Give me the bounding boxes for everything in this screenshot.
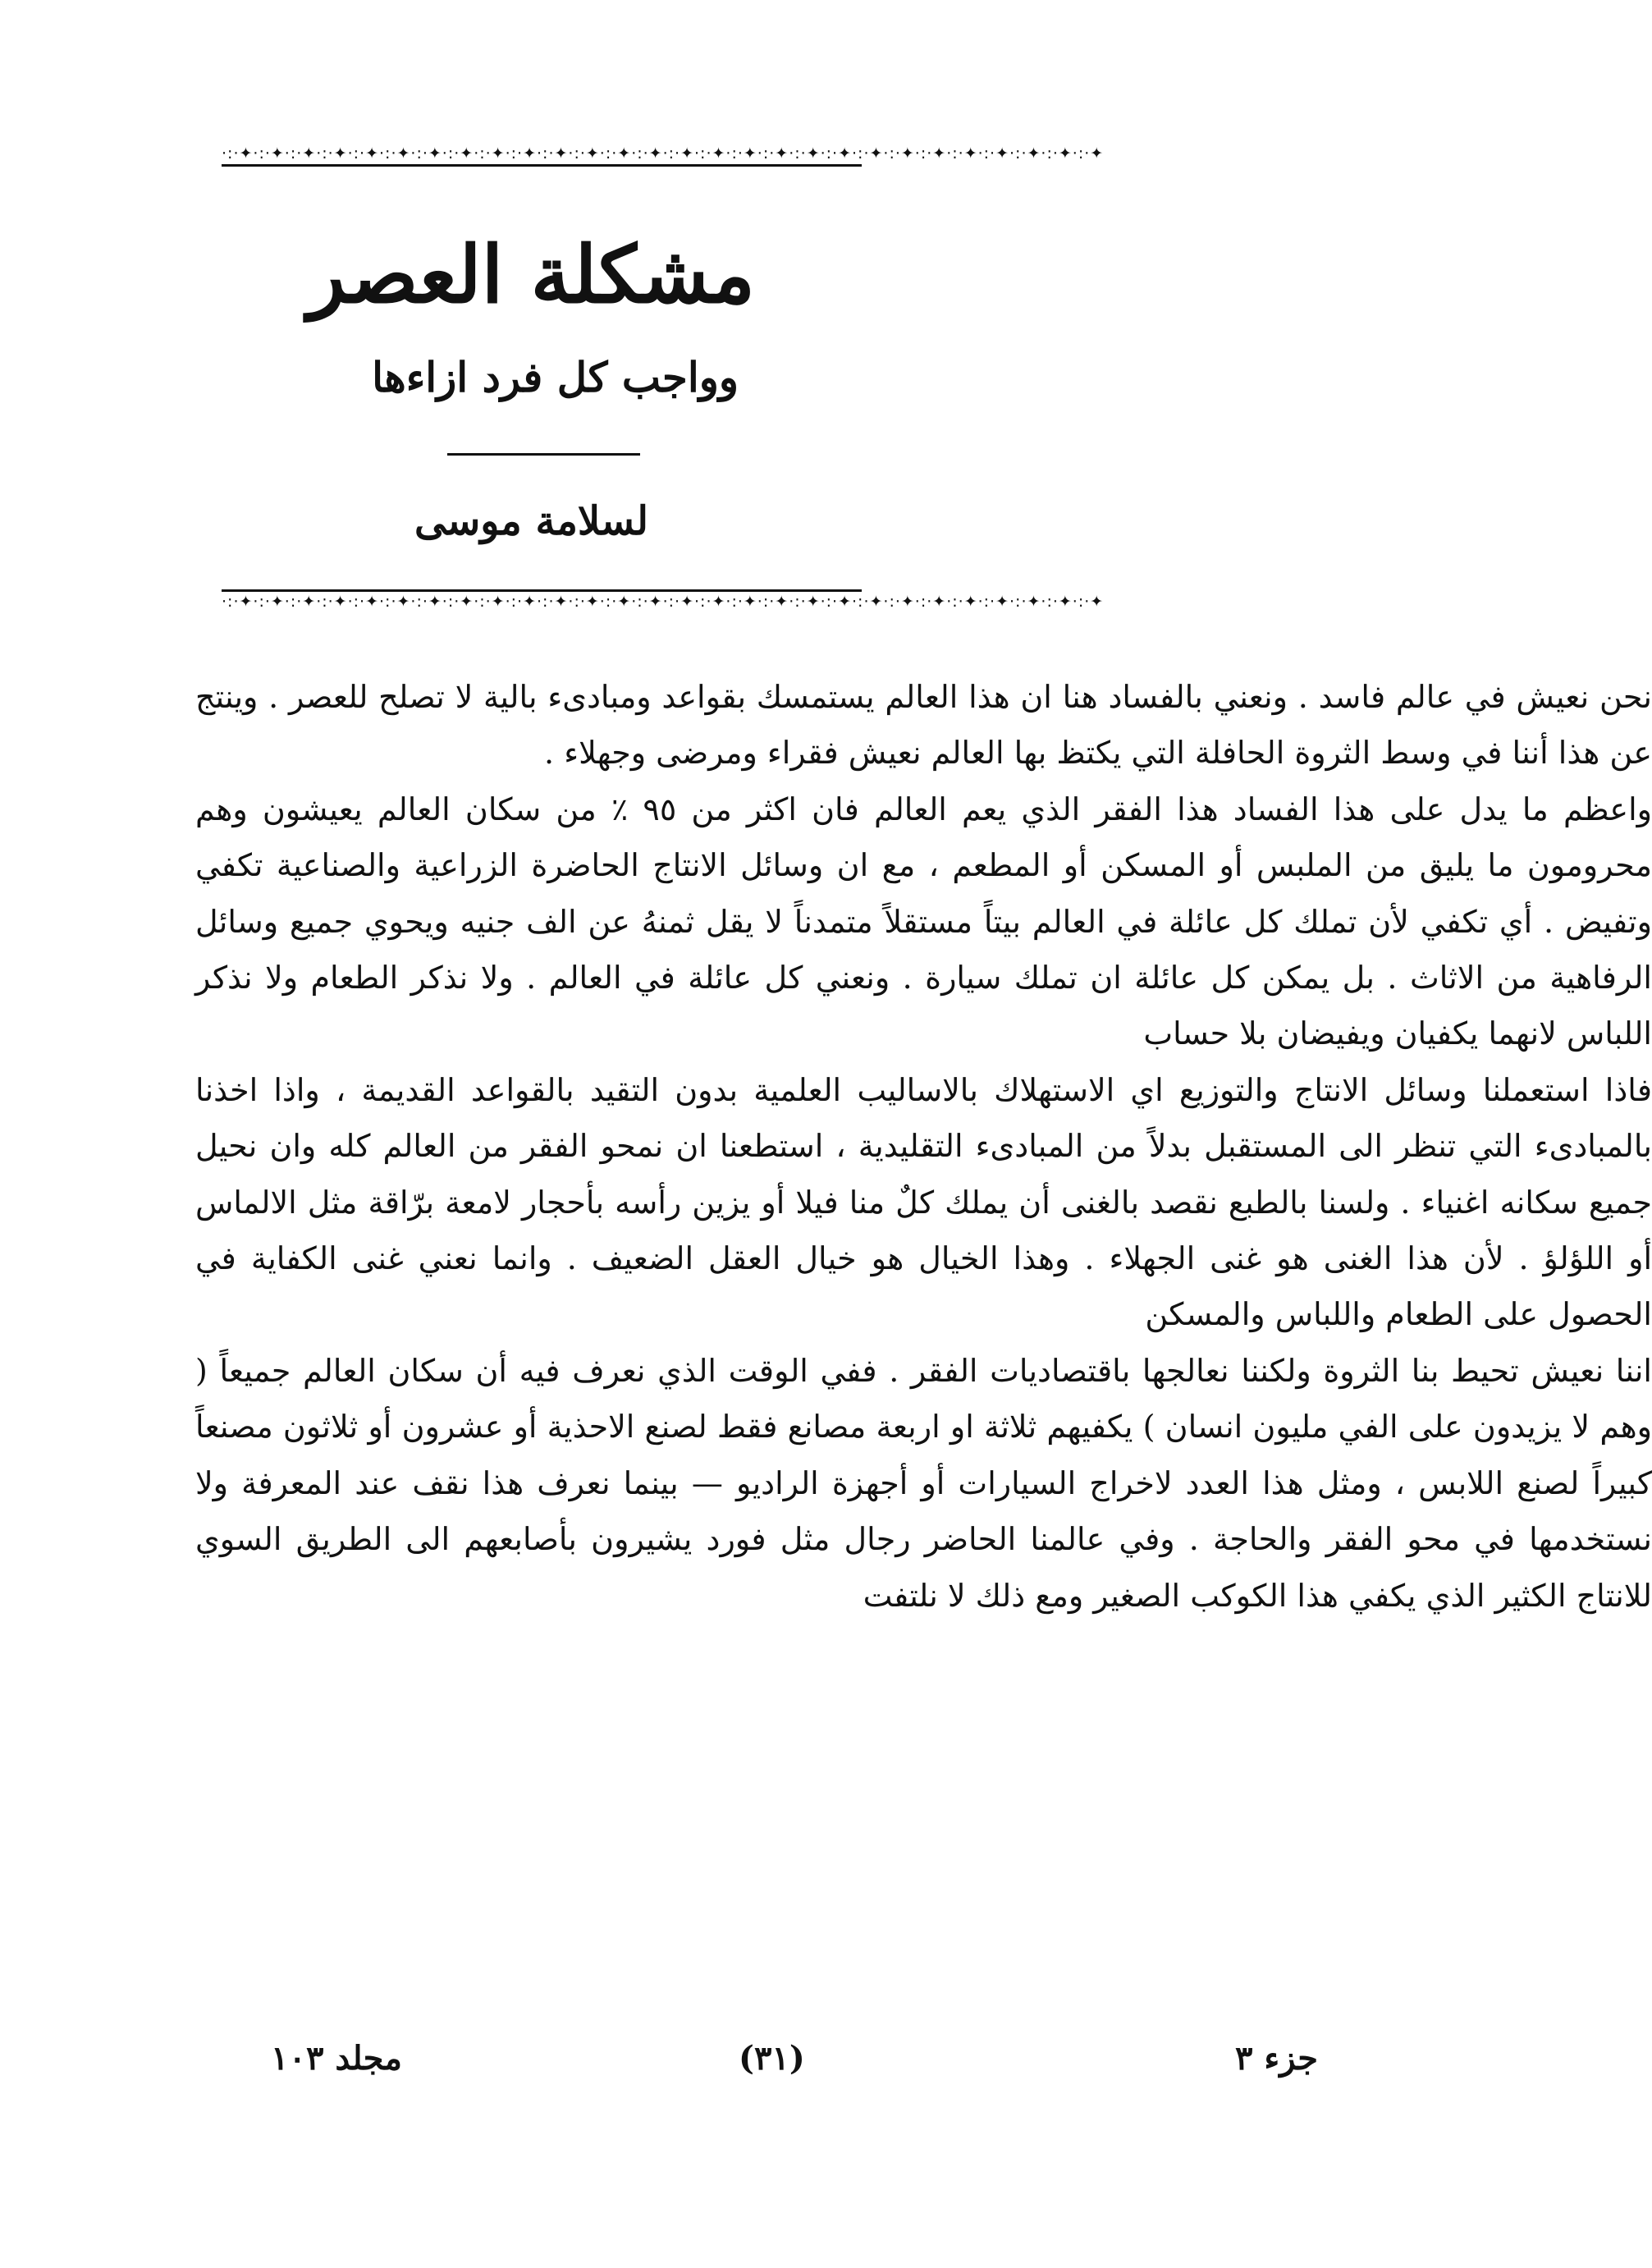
article-subtitle: وواجب كل فرد ازاءها: [372, 353, 739, 401]
top-ornament-rule: [222, 164, 862, 167]
paragraph-2: واعظم ما يدل على هذا الفساد هذا الفقر الذي يعم العالم فان اكثر من ٩٥ ٪ من سكان العالم يعيشون وهم محرومون ما يليق من الملبس أو المسكن أو المطعم ، مع ان وسائل الانتاج الحاضرة الزراعية والصناعية تكفي وتفيض . أي تكفي لأن تملك كل عائلة في العالم بيتاً مستقلاً متمدناً لا يقل ثمنهُ عن الف جنيه ويحوي جميع وسائل الرفاهية من الاثاث . بل يمكن كل عائلة ان تملك سيارة . ونعني كل عائلة في العالم . ولا نذكر الطعام ولا نذكر اللباس لانهما يكفيان ويفيضان بلا حساب: [195, 790, 1652, 1052]
article-title: مشكلة العصر: [307, 228, 755, 321]
footer-volume: مجلد ١٠٣: [271, 2039, 402, 2078]
bottom-ornament-rule: [222, 589, 862, 592]
bottom-ornament-border: ·:·✦·:·✦·:·✦·:·✦·:·✦·:·✦·:·✦·:·✦·:·✦·:·✦·:·✦·:·✦·:·✦·:·✦·:·✦·:·✦·:·✦·:·✦·:·✦·:·✦·:·✦·:·✦·:·✦·:·✦·:·✦·:·✦·:·✦·:·✦: [222, 593, 1105, 611]
title-divider: [447, 453, 640, 456]
footer-page-number: (٣١): [739, 2039, 805, 2078]
article-author: لسلامة موسى: [414, 498, 648, 544]
paragraph-4: اننا نعيش تحيط بنا الثروة ولكننا نعالجها باقتصاديات الفقر . ففي الوقت الذي نعرف فيه أن سكان العالم جميعاً ( وهم لا يزيدون على الفي مليون انسان ) يكفيهم ثلاثة او اربعة مصانع فقط لصنع الاحذية أو عشرون أو ثلاثون مصنعاً كبيراً لصنع اللابس ، ومثل هذا العدد لاخراج السيارات أو أجهزة الراديو — بينما نعرف هذا نقف عند المعرفة ولا نستخدمها في محو الفقر والحاجة . وفي عالمنا الحاضر رجال مثل فورد يشيرون بأصابعهم الى الطريق السوي للانتاج الكثير الذي يكفي هذا الكوكب الصغير ومع ذلك لا نلتفت: [195, 1352, 1652, 1614]
footer-part: جزء ٣: [1235, 2039, 1319, 2078]
top-ornament-border: ·:·✦·:·✦·:·✦·:·✦·:·✦·:·✦·:·✦·:·✦·:·✦·:·✦·:·✦·:·✦·:·✦·:·✦·:·✦·:·✦·:·✦·:·✦·:·✦·:·✦·:·✦·:·✦·:·✦·:·✦·:·✦·:·✦·:·✦·:·✦: [222, 144, 1105, 163]
paragraph-1: نحن نعيش في عالم فاسد . ونعني بالفساد هنا ان هذا العالم يستمسك بقواعد ومبادىء بالية لا تصلح للعصر . وينتج عن هذا أننا في وسط الثروة الحافلة التي يكتظ بها العالم نعيش فقراء ومرضى وجهلاء .: [195, 679, 1652, 772]
paragraph-3: فاذا استعملنا وسائل الانتاج والتوزيع اي الاستهلاك بالاساليب العلمية بدون التقيد بالقواعد القديمة ، واذا اخذنا بالمبادىء التي تنظر الى المستقبل بدلاً من المبادىء التقليدية ، استطعنا ان نمحو الفقر من العالم كله وان نحيل جميع سكانه اغنياء . ولسنا بالطبع نقصد بالغنى أن يملك كلٌ منا فيلا أو يزين رأسه بأحجار لامعة برّاقة مثل الالماس أو اللؤلؤ . لأن هذا الغنى هو غنى الجهلاء . وهذا الخيال هو خيال العقل الضعيف . وانما نعني غنى الكفاية في الحصول على الطعام واللباس والمسكن: [195, 1071, 1652, 1333]
article-body: [195, 669, 1652, 1624]
